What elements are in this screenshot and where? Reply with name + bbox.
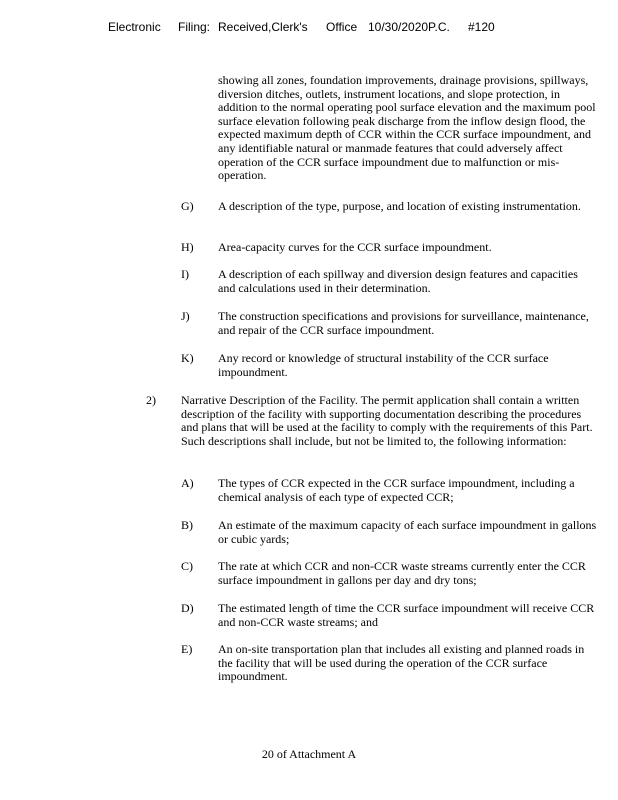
intro-paragraph: showing all zones, foundation improvements, drainage provisions, spillways, diversion ditches, outlets, instrument locations, and slope protection, in addition to the normal operating pool surface elevation and the maximum pool surface elevation following peak discharge from the inflow design flood, the expected maximum depth of CCR within the CCR surface impoundment, and any identifiable natural or manmade features that could adversely affect operation of the CCR surface impoundment due to malfunction or mis-operation. xyxy=(218,73,596,183)
header-number: #120 xyxy=(468,20,495,34)
section-2-text: Narrative Description of the Facility. The permit application shall contain a written description of the facility with supporting documentation describing the procedures and plans that will be used at the facility to comply with the requirements of this Part. Such descriptions shall include, but not be limited to, the following information: xyxy=(181,393,593,448)
item-g-text: A description of the type, purpose, and location of existing instrumentation. xyxy=(218,199,581,213)
header-office: Office xyxy=(326,20,358,34)
header-filing: Filing: xyxy=(178,20,211,34)
item-h-text: Area-capacity curves for the CCR surface impoundment. xyxy=(218,240,492,254)
item-j-label: J) xyxy=(181,309,190,323)
item-i-label: I) xyxy=(181,267,189,281)
item-i-text: A description of each spillway and diversion design features and capacities and calculations used in their determination. xyxy=(218,267,578,295)
item-b-text: An estimate of the maximum capacity of each surface impoundment in gallons or cubic yards; xyxy=(218,518,597,546)
header-received: Received,Clerk's xyxy=(218,20,308,34)
item-b-label: B) xyxy=(181,518,193,532)
item-a-text: The types of CCR expected in the CCR surface impoundment, including a chemical analysis of each type of expected CCR; xyxy=(218,476,575,504)
item-a-label: A) xyxy=(181,476,194,490)
item-j-text: The construction specifications and provisions for surveillance, maintenance, and repair of the CCR surface impoundment. xyxy=(218,309,589,337)
item-c-text: The rate at which CCR and non-CCR waste streams currently enter the CCR surface impoundment in gallons per day and dry tons; xyxy=(218,559,586,587)
header-date: 10/30/2020P.C. xyxy=(368,20,450,34)
section-2-label: 2) xyxy=(146,393,156,407)
page-footer: 20 of Attachment A xyxy=(261,747,357,761)
item-d-label: D) xyxy=(181,601,194,615)
header-electronic: Electronic xyxy=(108,20,161,34)
item-d-text: The estimated length of time the CCR surface impoundment will receive CCR and non-CCR waste streams; and xyxy=(218,601,595,629)
item-c-label: C) xyxy=(181,559,193,573)
item-e-text: An on-site transportation plan that includes all existing and planned roads in the facility that will be used during the operation of the CCR surface impoundment. xyxy=(218,642,585,684)
item-k-label: K) xyxy=(181,351,194,365)
item-g-label: G) xyxy=(181,199,194,213)
item-e-label: E) xyxy=(181,642,193,656)
item-h-label: H) xyxy=(181,240,194,254)
item-k-text: Any record or knowledge of structural instability of the CCR surface impoundment. xyxy=(218,351,549,379)
